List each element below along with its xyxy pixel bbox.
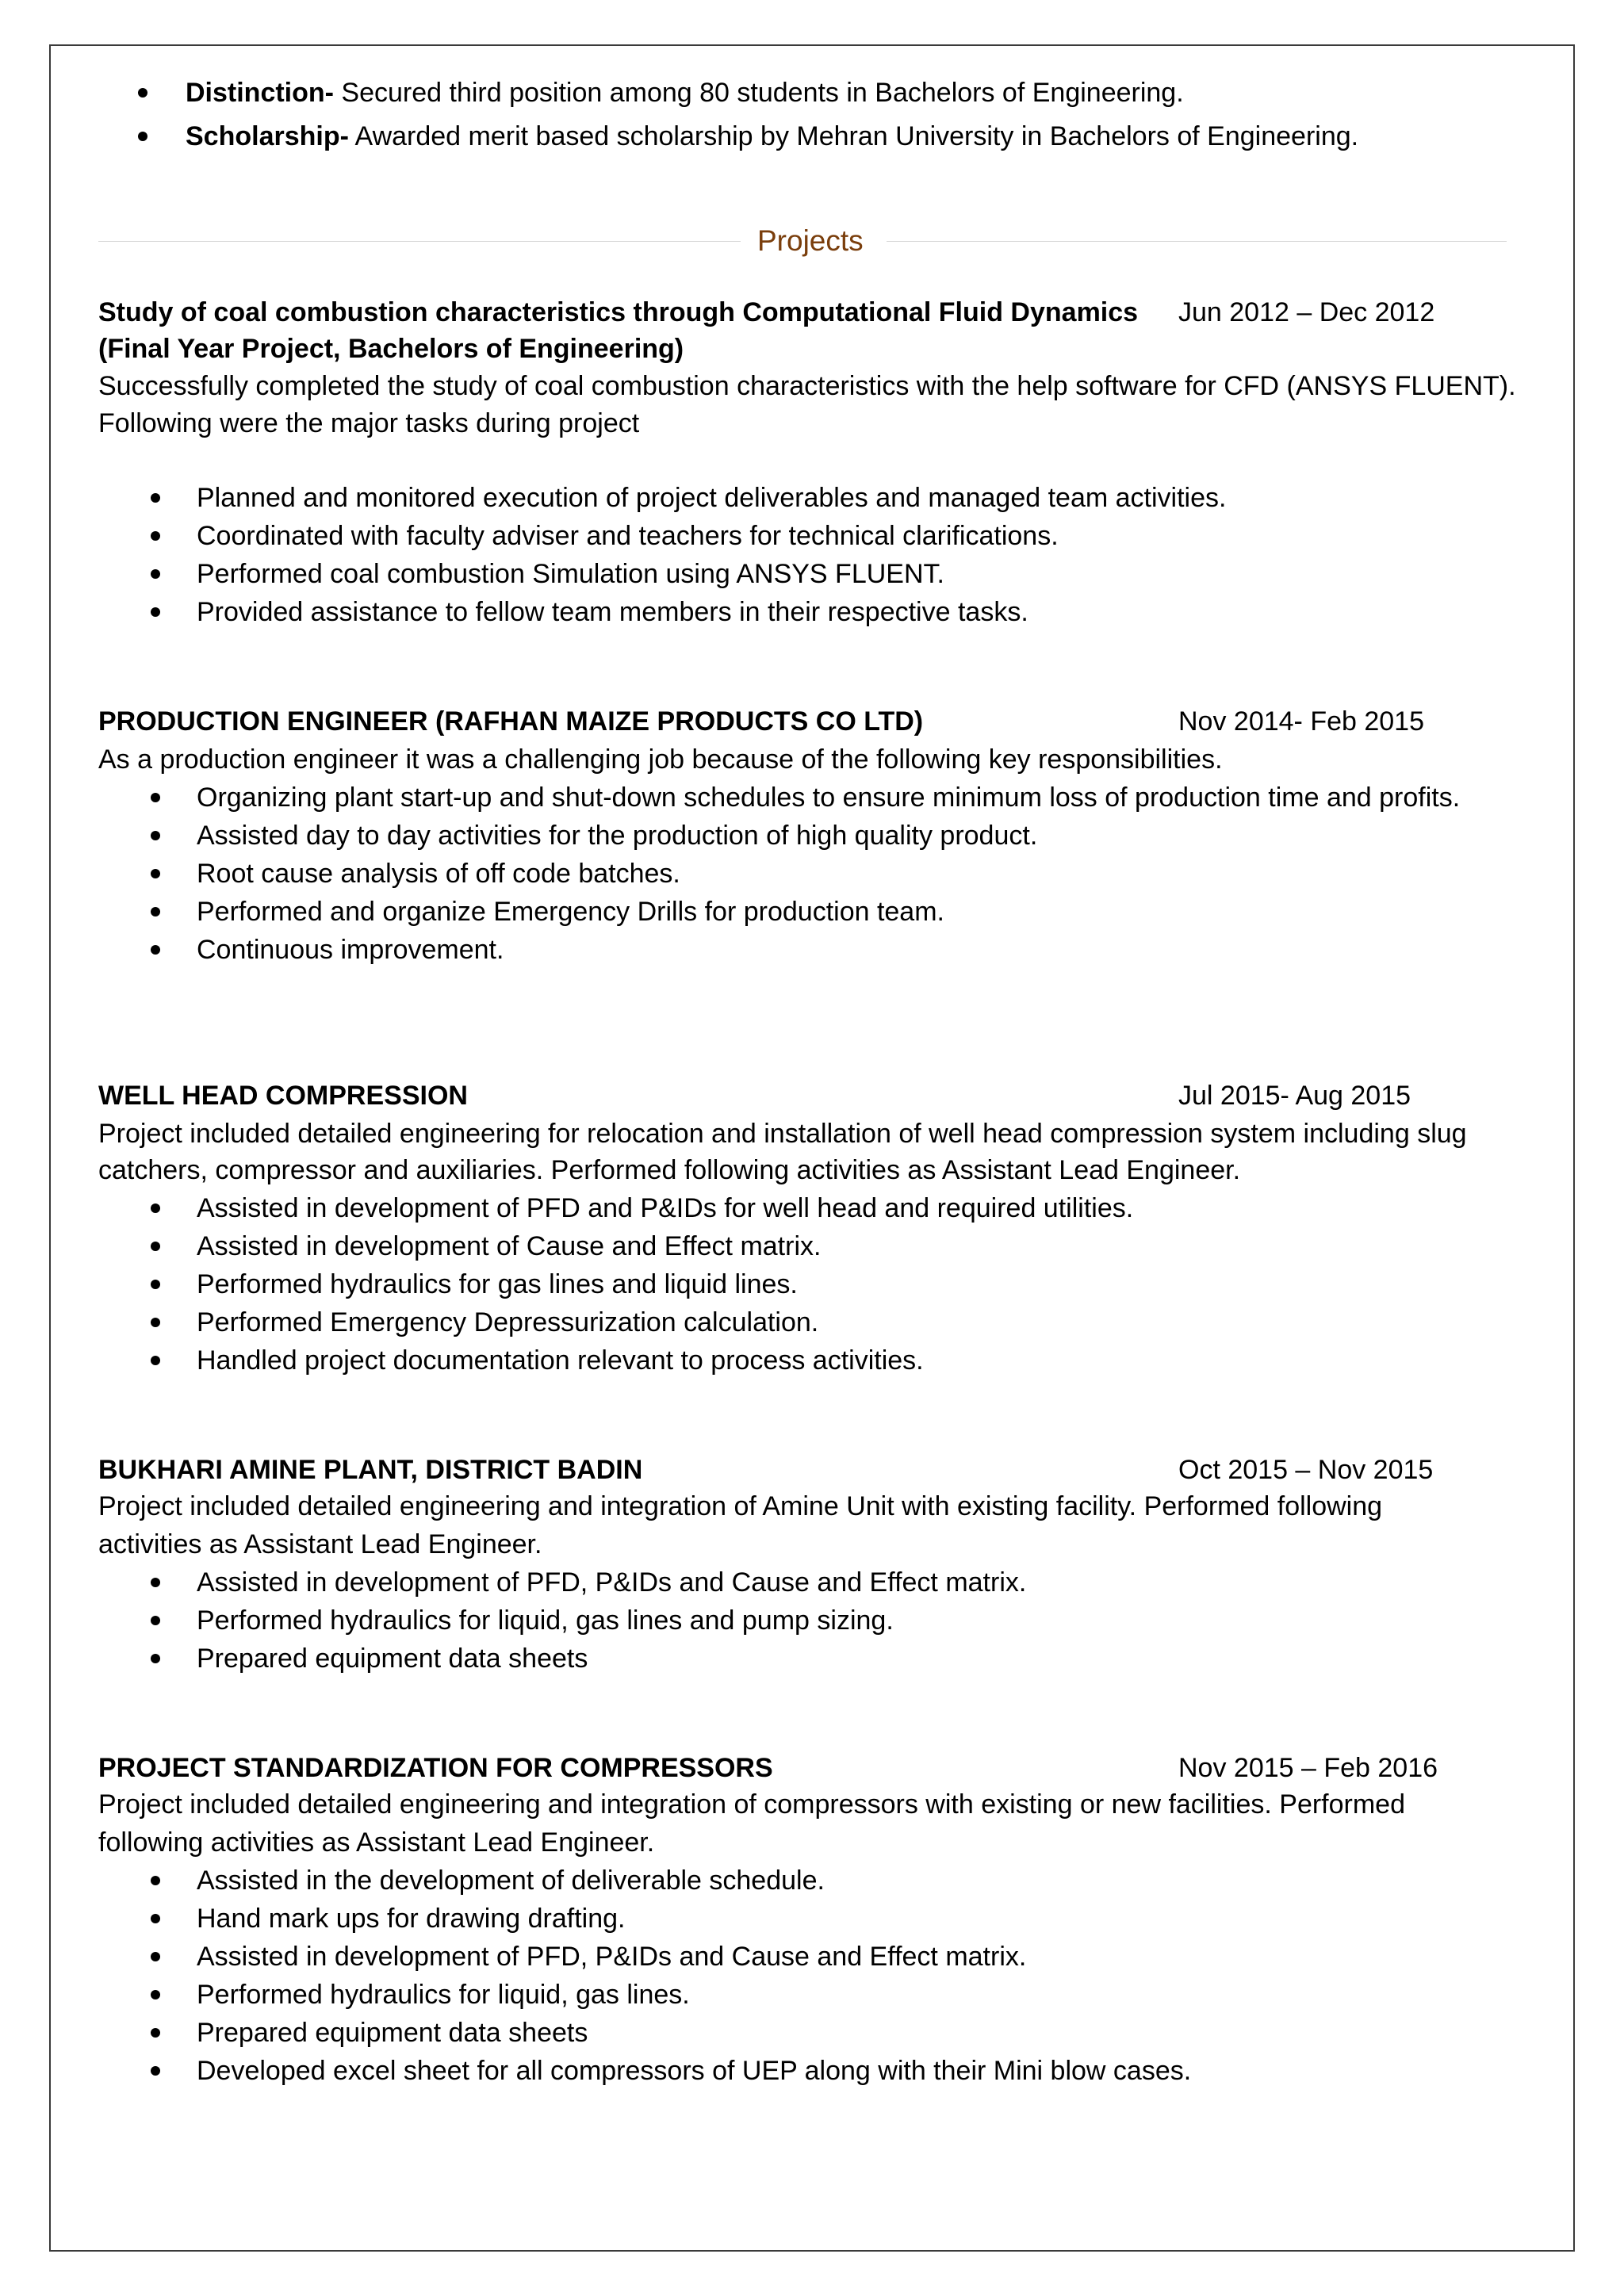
project-description: Following were the major tasks during project <box>98 408 640 438</box>
bullet <box>151 907 160 916</box>
bullet <box>151 1318 160 1327</box>
bullet <box>151 1654 160 1663</box>
list-item: Hand mark ups for drawing drafting. <box>197 1904 626 1934</box>
project-date: Oct 2015 – Nov 2015 <box>1178 1455 1434 1485</box>
section-title-projects: Projects <box>757 224 864 257</box>
list-item: Performed and organize Emergency Drills for production team. <box>197 897 944 927</box>
list-item: Performed hydraulics for liquid, gas lines and pump sizing. <box>197 1605 894 1636</box>
bullet <box>151 1356 160 1365</box>
list-item: Organizing plant start-up and shut-down schedules to ensure minimum loss of production time and profits. <box>197 783 1461 813</box>
project-title: WELL HEAD COMPRESSION <box>98 1081 468 1111</box>
bullet <box>151 945 160 955</box>
list-item: Planned and monitored execution of project deliverables and managed team activities. <box>197 483 1227 513</box>
honor-text: Secured third position among 80 students in Bachelors of Engineering. <box>333 78 1184 108</box>
bullet <box>151 1876 160 1885</box>
section-rule-right <box>887 241 1507 242</box>
project-date: Jul 2015- Aug 2015 <box>1178 1081 1411 1111</box>
bullet <box>151 1280 160 1289</box>
bullet <box>151 531 160 541</box>
honor-label: Distinction- <box>186 78 334 108</box>
bullet <box>138 132 147 141</box>
list-item: Developed excel sheet for all compressors of UEP along with their Mini blow cases. <box>197 2056 1192 2086</box>
bullet <box>151 569 160 579</box>
bullet <box>151 607 160 617</box>
list-item: Assisted in development of Cause and Effect matrix. <box>197 1231 822 1261</box>
project-title: PRODUCTION ENGINEER (RAFHAN MAIZE PRODUCTS CO LTD) <box>98 706 924 737</box>
bullet <box>151 2066 160 2076</box>
section-rule-left <box>98 241 741 242</box>
list-item: Provided assistance to fellow team members in their respective tasks. <box>197 597 1028 627</box>
list-item: Performed coal combustion Simulation using ANSYS FLUENT. <box>197 559 944 589</box>
list-item: Prepared equipment data sheets <box>197 2018 588 2048</box>
project-date: Nov 2014- Feb 2015 <box>1178 706 1424 737</box>
honor-distinction <box>186 74 1184 112</box>
list-item: Assisted in development of PFD and P&IDs for well head and required utilities. <box>197 1193 1134 1223</box>
bullet <box>151 793 160 802</box>
list-item: Assisted in development of PFD, P&IDs and Cause and Effect matrix. <box>197 1942 1027 1972</box>
list-item: Handled project documentation relevant to process activities. <box>197 1345 924 1376</box>
honor-text: Awarded merit based scholarship by Mehran University in Bachelors of Engineering. <box>348 121 1359 151</box>
project-description: activities as Assistant Lead Engineer. <box>98 1529 542 1559</box>
bullet <box>151 2028 160 2038</box>
project-date: Jun 2012 – Dec 2012 <box>1178 297 1435 327</box>
bullet <box>151 1990 160 1999</box>
bullet <box>151 1616 160 1625</box>
bullet <box>151 869 160 878</box>
project-description: following activities as Assistant Lead Engineer. <box>98 1827 655 1858</box>
bullet <box>151 1578 160 1587</box>
honor-label: Scholarship- <box>186 121 349 151</box>
project-subtitle: (Final Year Project, Bachelors of Engineering) <box>98 334 684 364</box>
list-item: Assisted day to day activities for the production of high quality product. <box>197 821 1038 851</box>
bullet <box>151 831 160 840</box>
list-item: Continuous improvement. <box>197 935 504 965</box>
list-item: Performed hydraulics for gas lines and liquid lines. <box>197 1269 798 1299</box>
project-description: Successfully completed the study of coal combustion characteristics with the help software for CFD (ANSYS FLUENT). <box>98 371 1516 401</box>
bullet <box>138 88 147 98</box>
bullet <box>151 493 160 503</box>
bullet <box>151 1914 160 1923</box>
list-item: Prepared equipment data sheets <box>197 1644 588 1674</box>
bullet <box>151 1952 160 1961</box>
project-title: PROJECT STANDARDIZATION FOR COMPRESSORS <box>98 1753 773 1783</box>
list-item: Root cause analysis of off code batches. <box>197 859 680 889</box>
project-description: Project included detailed engineering and integration of Amine Unit with existing facility. Performed following <box>98 1491 1383 1521</box>
project-description: catchers, compressor and auxiliaries. Performed following activities as Assistant Lead Engineer. <box>98 1155 1241 1185</box>
list-item: Assisted in the development of deliverable schedule. <box>197 1866 825 1896</box>
bullet <box>151 1203 160 1213</box>
project-date: Nov 2015 – Feb 2016 <box>1178 1753 1438 1783</box>
project-description: Project included detailed engineering for relocation and installation of well head compression system including slug <box>98 1119 1467 1149</box>
list-item: Assisted in development of PFD, P&IDs and Cause and Effect matrix. <box>197 1567 1027 1598</box>
list-item: Performed Emergency Depressurization calculation. <box>197 1307 819 1337</box>
honor-scholarship <box>186 117 1358 155</box>
project-title: BUKHARI AMINE PLANT, DISTRICT BADIN <box>98 1455 643 1485</box>
project-description: Project included detailed engineering and integration of compressors with existing or new facilities. Performed <box>98 1789 1405 1820</box>
bullet <box>151 1242 160 1251</box>
project-description: As a production engineer it was a challenging job because of the following key responsibilities. <box>98 744 1223 775</box>
list-item: Coordinated with faculty adviser and teachers for technical clarifications. <box>197 521 1059 551</box>
project-title: Study of coal combustion characteristics through Computational Fluid Dynamics <box>98 297 1139 327</box>
list-item: Performed hydraulics for liquid, gas lines. <box>197 1980 690 2010</box>
